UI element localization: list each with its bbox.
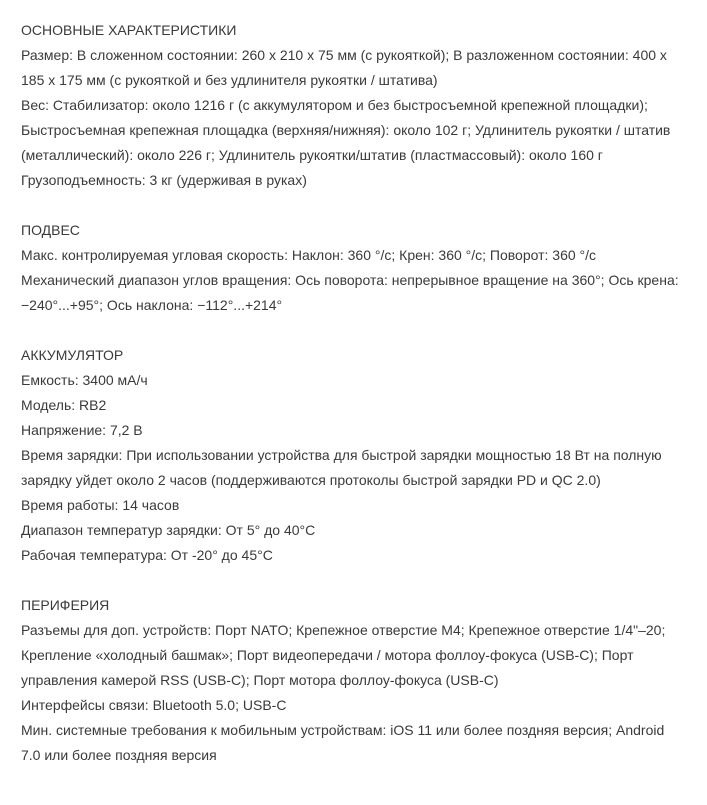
spec-model: Модель: RB2: [21, 397, 107, 413]
specifications-document: [21, 18, 681, 768]
spec-size: Размер: В сложенном состоянии: 260 x 210 x 75 мм (с рукояткой); В разложенном состоянии: 400 x 185 x 175 мм (с рукояткой и без удлинителя рукоятки / штатива): [21, 47, 667, 88]
spec-connectivity: Интерфейсы связи: Bluetooth 5.0; USB-C: [21, 697, 287, 713]
section-peripherals: [21, 593, 681, 768]
spec-voltage: Напряжение: 7,2 В: [21, 422, 143, 438]
spec-accessory-ports: Разъемы для доп. устройств: Порт NATO; Крепежное отверстие M4; Крепежное отверстие 1/4"–20; Крепление «холодный башмак»; Порт видеопередачи / мотора фоллоу-фокуса (USB-C); Порт управления камерой RSS (USB-C); Порт мотора фоллоу-фокуса (USB-C): [21, 622, 666, 688]
spec-capacity: Емкость: 3400 мА/ч: [21, 372, 148, 388]
section-gimbal: [21, 218, 681, 318]
spec-charging-temperature: Диапазон температур зарядки: От 5° до 40°C: [21, 522, 316, 538]
spec-mechanical-range: Механический диапазон углов вращения: Ось поворота: непрерывное вращение на 360°; Ось крена: −240°...+95°; Ось наклона: −112°...+214°: [21, 272, 679, 313]
spec-runtime: Время работы: 14 часов: [21, 497, 180, 513]
section-heading: ПЕРИФЕРИЯ: [21, 597, 110, 613]
spec-max-angular-speed: Макс. контролируемая угловая скорость: Наклон: 360 °/с; Крен: 360 °/с; Поворот: 360 °/с: [21, 247, 597, 263]
spec-charging-time: Время зарядки: При использовании устройства для быстрой зарядки мощностью 18 Вт на полную зарядку уйдет около 2 часов (поддерживаются протоколы быстрой зарядки PD и QC 2.0): [21, 447, 662, 488]
section-main-specs: [21, 18, 681, 193]
section-battery: [21, 343, 681, 568]
section-heading: АККУМУЛЯТОР: [21, 347, 124, 363]
section-heading: ПОДВЕС: [21, 222, 80, 238]
spec-operating-temperature: Рабочая температура: От -20° до 45°C: [21, 547, 273, 563]
spec-mobile-requirements: Мин. системные требования к мобильным устройствам: iOS 11 или более поздняя версия; Android 7.0 или более поздняя версия: [21, 722, 665, 763]
spec-weight: Вес: Стабилизатор: около 1216 г (с аккумулятором и без быстросъемной крепежной площадки); Быстросъемная крепежная площадка (верхняя/нижняя): около 102 г; Удлинитель рукоятки / штатив (металлический): около 226 г; Удлинитель рукоятки/штатив (пластмассовый): около 160 г: [21, 97, 671, 163]
section-heading: ОСНОВНЫЕ ХАРАКТЕРИСТИКИ: [21, 22, 237, 38]
spec-payload: Грузоподъемность: 3 кг (удерживая в руках): [21, 172, 307, 188]
